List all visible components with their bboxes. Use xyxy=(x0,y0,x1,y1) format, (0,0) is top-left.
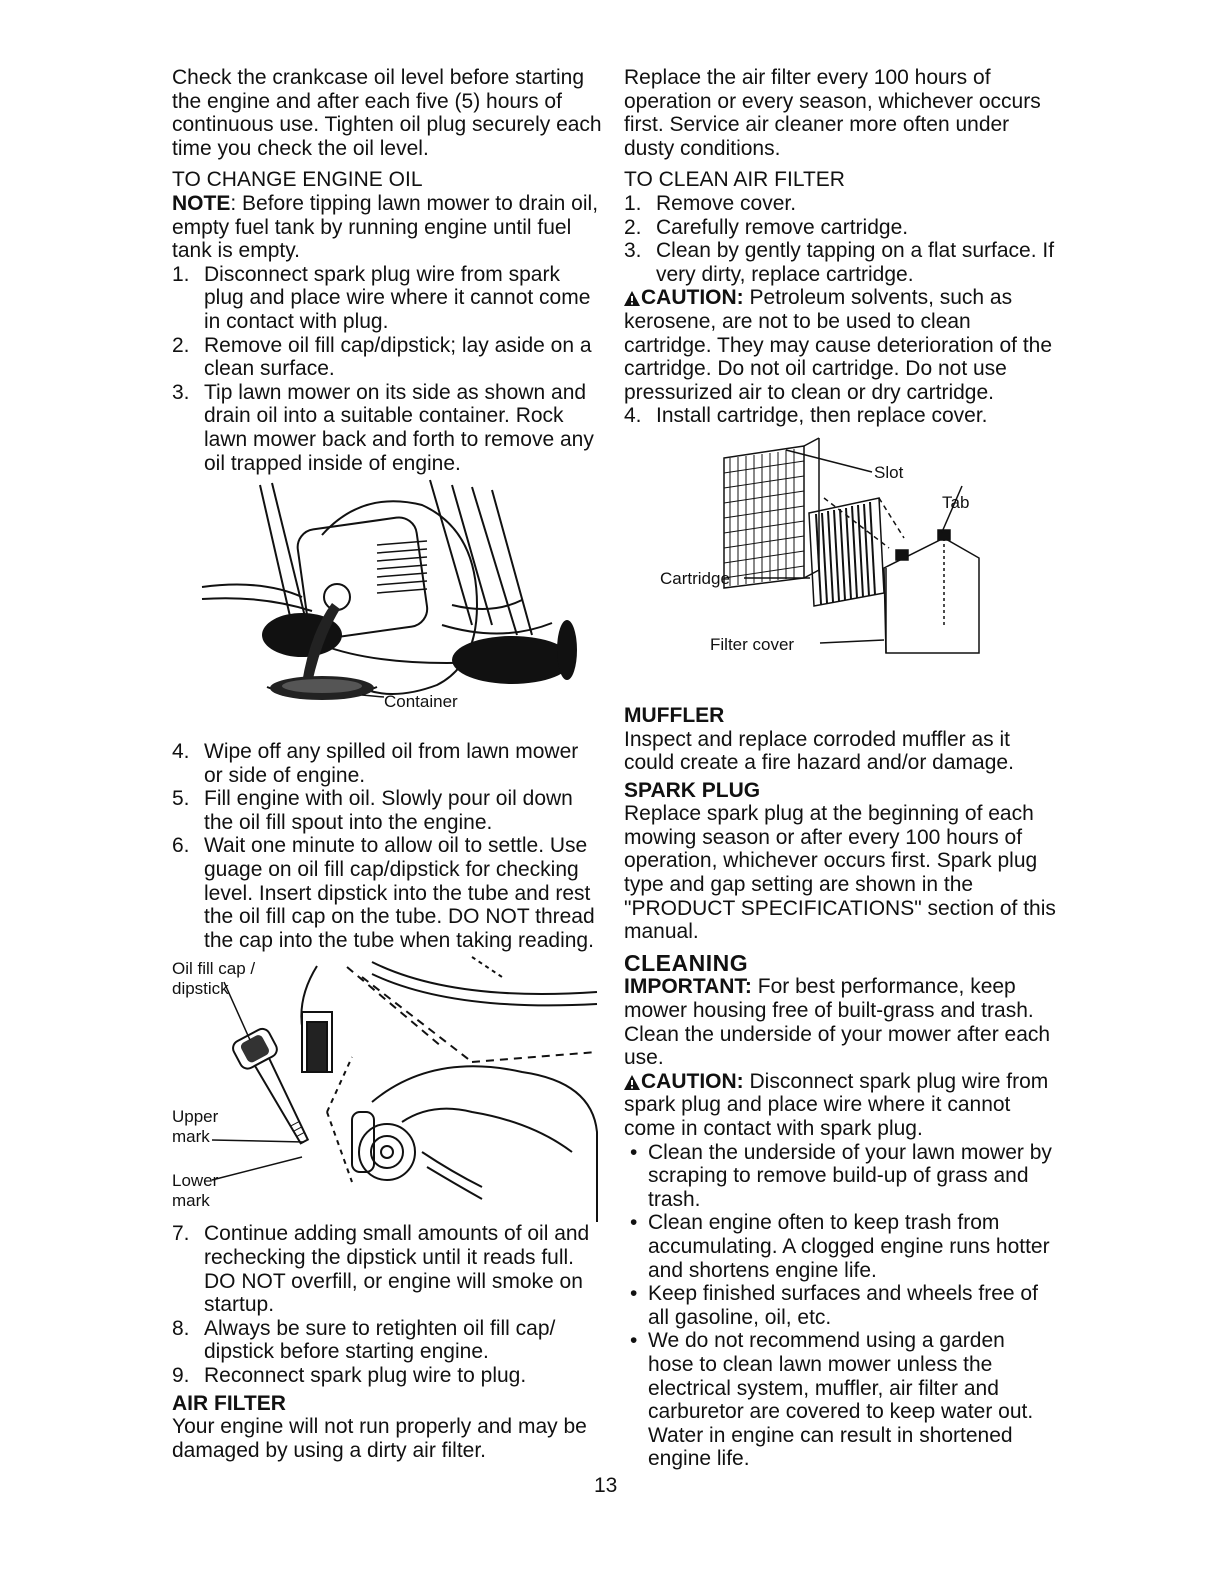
caution-solvents xyxy=(624,286,1056,404)
step-text: Fill engine with oil. Slowly pour oil down the oil fill spout into the engine. xyxy=(204,787,573,834)
caution-text: Disconnect spark plug wire from spark plug and place wire where it cannot come in contact with spark plug. xyxy=(624,1069,1049,1140)
step-number: 8. xyxy=(172,1316,190,1340)
list-item xyxy=(624,1211,1056,1282)
step-text: Clean by gently tapping on a flat surface. If very dirty, replace cartridge. xyxy=(656,239,1055,286)
lower-mark-label-2: mark xyxy=(172,1191,210,1211)
list-item xyxy=(624,1329,1056,1471)
step-number: 2. xyxy=(624,215,642,239)
step-number: 7. xyxy=(172,1222,190,1246)
container-label: Container xyxy=(384,692,458,712)
list-item xyxy=(624,216,1056,240)
spark-plug-heading: SPARK PLUG xyxy=(624,778,761,802)
step-text: Wait one minute to allow oil to settle. Use guage on oil fill cap/dipstick for checking level. Insert dipstick into the tube and rest the oil fill cap on the tube. DO NOT thread the cap into the tube when taking reading. xyxy=(204,834,595,952)
bullet-text: Clean the underside of your lawn mower by scraping to remove build-up of grass and trash. xyxy=(648,1140,1052,1211)
change-oil-heading: TO CHANGE ENGINE OIL xyxy=(172,168,423,192)
step-number: 2. xyxy=(172,333,190,357)
step-number: 9. xyxy=(172,1364,190,1387)
upper-mark-label-1: Upper xyxy=(172,1107,219,1127)
list-item xyxy=(172,334,602,381)
cleaning-bullets xyxy=(624,1141,1056,1471)
bullet-text: Clean engine often to keep trash from accumulating. A clogged engine runs hotter and shortens engine life. xyxy=(648,1211,1050,1282)
bullet-glyph: • xyxy=(630,1211,638,1235)
note-label: NOTE xyxy=(172,191,231,215)
air-filter-text: Your engine will not run properly and may be damaged by using a dirty air filter. xyxy=(172,1415,587,1462)
step-number: 6. xyxy=(172,834,190,858)
step-number: 5. xyxy=(172,787,190,811)
list-item xyxy=(172,787,602,834)
filter-cover-label: Filter cover xyxy=(710,634,795,654)
list-item xyxy=(172,834,602,952)
list-item xyxy=(624,404,1056,428)
upper-mark-label-2: mark xyxy=(172,1127,210,1147)
muffler-text: Inspect and replace corroded muffler as it could create a fire hazard and/or damage. xyxy=(624,727,1014,775)
list-item xyxy=(172,1317,602,1364)
warning-triangle-icon xyxy=(624,1075,640,1090)
step-text: Remove oil fill cap/dipstick; lay aside on a clean surface. xyxy=(204,333,592,381)
clean-air-filter-heading: TO CLEAN AIR FILTER xyxy=(624,168,845,192)
list-item xyxy=(624,1141,1056,1212)
list-item xyxy=(624,192,1056,216)
step-number: 1. xyxy=(172,262,190,286)
dipstick-illustration xyxy=(172,952,602,1222)
step-text: Install cartridge, then replace cover. xyxy=(656,404,988,428)
step-text: Always be sure to retighten oil fill cap/ dipstick before starting engine. xyxy=(204,1316,556,1364)
step-number: 4. xyxy=(624,404,642,428)
important-paragraph xyxy=(624,975,1056,1069)
step-number: 3. xyxy=(624,239,642,263)
list-item xyxy=(624,1282,1056,1329)
caution-label: CAUTION: xyxy=(641,286,744,310)
change-oil-steps-b xyxy=(172,740,602,952)
bullet-text: We do not recommend using a garden hose to clean lawn mower unless the electrical system, muffler, air filter and carburetor are covered to keep water out. Water in engine can result in shortened engine life. xyxy=(648,1329,1034,1471)
step-text: Carefully remove cartridge. xyxy=(656,215,909,239)
step-number: 4. xyxy=(172,740,190,764)
list-item xyxy=(172,740,602,787)
spark-plug-text: Replace spark plug at the beginning of each mowing season or after every 100 hours of operation, whichever occurs first. Spark plug type and gap setting are shown in the "PRODUCT SPECIFICATIONS" section of this manual. xyxy=(624,802,1056,944)
note-text: : Before tipping lawn mower to drain oil, empty fuel tank by running engine until fuel tank is empty. xyxy=(172,191,599,263)
warning-triangle-icon xyxy=(624,291,640,306)
change-oil-steps-a xyxy=(172,263,602,475)
page-number: 13 xyxy=(594,1474,618,1497)
list-item xyxy=(172,263,602,334)
step-text: Tip lawn mower on its side as shown and drain oil into a suitable container. Rock lawn mower back and forth to remove any oil trapped inside of engine. xyxy=(204,380,594,475)
step-text: Disconnect spark plug wire from spark plug and place wire where it cannot come in contact with plug. xyxy=(204,262,591,333)
air-filter-replace-text: Replace the air filter every 100 hours of operation or every season, whichever occurs first. Service air cleaner more often under dusty conditions. xyxy=(624,66,1041,160)
list-item xyxy=(624,239,1056,286)
important-label: IMPORTANT: xyxy=(624,975,752,999)
bullet-text: Keep finished surfaces and wheels free of all gasoline, oil, etc. xyxy=(648,1282,1038,1329)
step-text: Remove cover. xyxy=(656,191,797,215)
important-text: For best performance, keep mower housing free of built-grass and trash. Clean the underside of your mower after each use. xyxy=(624,975,1051,1070)
step-text: Wipe off any spilled oil from lawn mower or side of engine. xyxy=(204,740,579,787)
air-filter-illustration xyxy=(624,428,1056,700)
bullet-glyph: • xyxy=(630,1140,638,1164)
cleaning-heading: CLEANING xyxy=(624,949,749,976)
bullet-glyph: • xyxy=(630,1282,638,1306)
bullet-glyph: • xyxy=(630,1329,638,1353)
dipstick-label: dipstick xyxy=(172,979,229,999)
caution-label: CAUTION: xyxy=(641,1069,744,1093)
oil-drain-illustration xyxy=(172,475,602,740)
right-column xyxy=(624,66,1056,1471)
air-filter-heading: AIR FILTER xyxy=(172,1391,286,1415)
step-text: Reconnect spark plug wire to plug. xyxy=(204,1364,527,1387)
note-paragraph xyxy=(172,192,602,263)
caution-spark-wire xyxy=(624,1070,1056,1141)
clean-filter-steps-b xyxy=(624,404,1056,428)
muffler-heading: MUFFLER xyxy=(624,703,725,727)
change-oil-steps-c xyxy=(172,1222,602,1387)
step-number: 1. xyxy=(624,191,642,215)
tab-label: Tab xyxy=(942,492,970,512)
oil-fill-cap-label: Oil fill cap / xyxy=(172,959,256,979)
clean-filter-steps-a xyxy=(624,192,1056,286)
slot-label: Slot xyxy=(874,462,904,482)
list-item xyxy=(172,1222,602,1316)
list-item xyxy=(172,1364,602,1388)
list-item xyxy=(172,381,602,475)
oil-check-intro: Check the crankcase oil level before starting the engine and after each five (5) hours of continuous use. Tighten oil plug securely each time you check the oil level. xyxy=(172,66,602,160)
caution-text: Petroleum solvents, such as kerosene, are not to be used to clean cartridge. They may cause deterioration of the cartridge. Do not oil cartridge. Do not use pressurized air to clean or dry cartridge. xyxy=(624,286,1053,404)
lower-mark-label-1: Lower xyxy=(172,1171,219,1191)
step-text: Continue adding small amounts of oil and rechecking the dipstick until it reads full. DO NOT overfill, or engine will smoke on startup. xyxy=(204,1222,590,1317)
cartridge-label: Cartridge xyxy=(660,568,730,588)
step-number: 3. xyxy=(172,380,190,404)
left-column xyxy=(172,66,602,1462)
